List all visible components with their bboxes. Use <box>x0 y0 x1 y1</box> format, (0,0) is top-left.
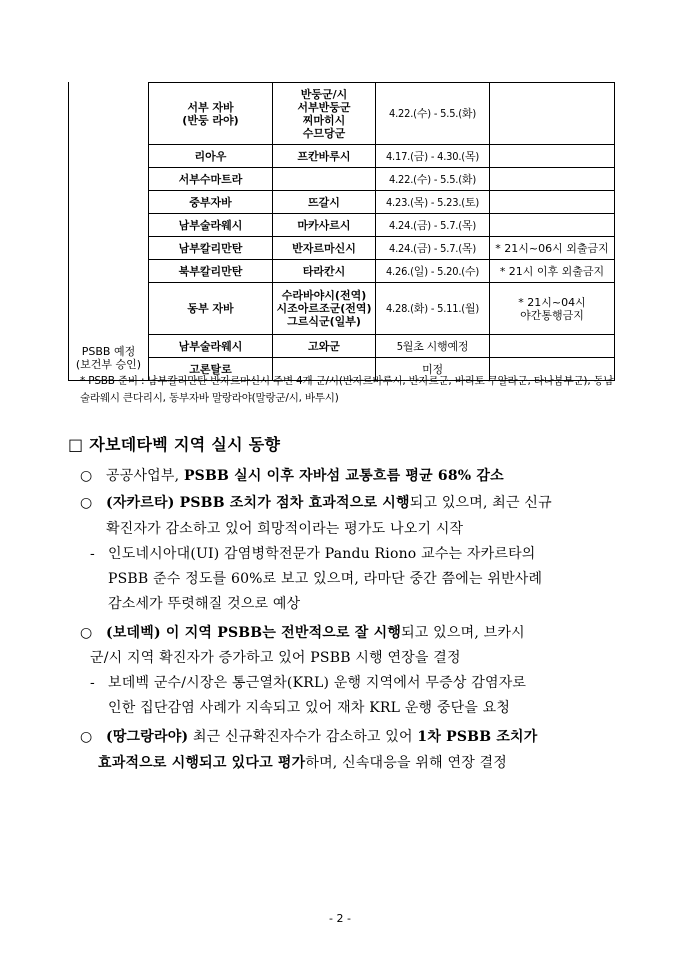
group-cell <box>69 237 149 260</box>
region-cell: 남부칼리만탄 <box>149 237 273 260</box>
paragraph-jakarta: ○ (자카르타) PSBB 조치가 점차 효과적으로 시행되고 있으며, 최근 신규 <box>80 495 552 511</box>
table-row <box>69 191 615 214</box>
period-cell: 4.24.(금) - 5.7.(목) <box>376 237 490 260</box>
region-cell: 리아우 <box>149 145 273 168</box>
footnote: * PSBB 준비 : 남부칼리만탄 반자르마신시 주변 4개 군/시(반자르바루시, 반자르군, 바리토 쿠알라군, 타나붐부군), 동남술라웨시 큰다리시, 동부자바 말랑라야(말랑군/시, 바투시) <box>80 375 614 404</box>
sub-item-ui-expert: - 인도네시아대(UI) 감염병학전문가 Pandu Riono 교수는 자카르타의 <box>90 546 536 562</box>
cities-cell: 반자르마신시 <box>273 237 376 260</box>
cities-cell: 마카사르시 <box>273 214 376 237</box>
region-cell: 고론탈로 <box>149 358 273 381</box>
region-cell: 북부칼리만탄 <box>149 260 273 283</box>
cities-cell: 프칸바루시 <box>273 145 376 168</box>
region-cell: 동부 자바 <box>149 283 273 335</box>
note-cell: * 21시~04시 야간통행금지 <box>490 283 615 335</box>
region-cell: 남부술라웨시 <box>149 335 273 358</box>
region-cell: 서부 자바 (반둥 라야) <box>149 83 273 145</box>
sub-item-ui-expert-line2: PSBB 준수 정도를 60%로 보고 있으며, 라마단 중간 쯤에는 위반사례 <box>108 571 543 587</box>
region-cell: 서부수마트라 <box>149 168 273 191</box>
region-cell: 남부술라웨시 <box>149 214 273 237</box>
paragraph-traffic: ○ 공공사업부, PSBB 실시 이후 자바섬 교통흐름 평균 68% 감소 <box>80 468 504 484</box>
note-cell <box>490 145 615 168</box>
period-cell: 미정 <box>376 358 490 381</box>
page-number: - 2 - <box>329 912 351 925</box>
table-row <box>69 260 615 283</box>
circle-bullet: ○ <box>80 495 93 511</box>
dash-bullet: - <box>90 675 95 691</box>
group-cell <box>69 191 149 214</box>
table-row <box>69 283 615 335</box>
dash-bullet: - <box>90 546 95 562</box>
group-cell <box>69 214 149 237</box>
period-cell: 4.17.(금) - 4.30.(목) <box>376 145 490 168</box>
group-cell <box>69 83 149 145</box>
paragraph-tangerang: ○ (땅그랑라야) 최근 신규확진자수가 감소하고 있어 1차 PSBB 조치가 <box>80 729 538 745</box>
period-cell: 4.22.(수) - 5.5.(화) <box>376 83 490 145</box>
circle-bullet: ○ <box>80 625 93 641</box>
sub-item-ui-expert-line3: 감소세가 뚜렷해질 것으로 예상 <box>108 596 301 612</box>
period-cell: 4.22.(수) - 5.5.(화) <box>376 168 490 191</box>
section-heading: □ 자보데타벡 지역 실시 동향 <box>68 435 281 454</box>
group-cell <box>69 283 149 335</box>
table-row <box>69 335 615 358</box>
group-cell <box>69 168 149 191</box>
period-cell: 4.23.(목) - 5.23.(토) <box>376 191 490 214</box>
cities-cell: 반둥군/시 서부반둥군 찌마히시 수므당군 <box>273 83 376 145</box>
note-cell <box>490 335 615 358</box>
group-cell <box>69 260 149 283</box>
table-row <box>69 145 615 168</box>
sub-item-krl: - 보데벡 군수/시장은 통근열차(KRL) 운행 지역에서 무증상 감염자로 <box>90 675 527 691</box>
group-cell: PSBB 예정 (보건부 승인) <box>69 335 149 381</box>
note-cell <box>490 83 615 145</box>
sub-item-krl-line2: 인한 집단감염 사례가 지속되고 있어 재차 KRL 운행 중단을 요청 <box>108 700 511 716</box>
paragraph-bodebek: ○ (보데벡) 이 지역 PSBB는 전반적으로 잘 시행되고 있으며, 브카시 <box>80 625 525 641</box>
period-cell: 4.24.(금) - 5.7.(목) <box>376 214 490 237</box>
cities-cell: 고와군 <box>273 335 376 358</box>
cities-cell: 뜨갈시 <box>273 191 376 214</box>
paragraph-bodebek-line2: 군/시 지역 확진자가 증가하고 있어 PSBB 시행 연장을 결정 <box>90 650 461 666</box>
paragraph-jakarta-line2: 확진자가 감소하고 있어 희망적이라는 평가도 나오기 시작 <box>106 521 464 537</box>
circle-bullet: ○ <box>80 729 93 745</box>
note-cell: * 21시 이후 외출금지 <box>490 260 615 283</box>
table-row <box>69 83 615 145</box>
cities-cell <box>273 168 376 191</box>
region-cell: 중부자바 <box>149 191 273 214</box>
paragraph-tangerang-line2: 효과적으로 시행되고 있다고 평가하며, 신속대응을 위해 연장 결정 <box>98 755 508 771</box>
cities-cell: 수라바야시(전역) 시조아르조군(전역) 그르식군(일부) <box>273 283 376 335</box>
period-cell: 4.26.(일) - 5.20.(수) <box>376 260 490 283</box>
table-row <box>69 214 615 237</box>
table-row <box>69 237 615 260</box>
circle-bullet: ○ <box>80 468 93 484</box>
period-cell: 4.28.(화) - 5.11.(월) <box>376 283 490 335</box>
note-cell <box>490 191 615 214</box>
psbb-region-table <box>68 82 615 381</box>
cities-cell: 타라칸시 <box>273 260 376 283</box>
note-cell <box>490 168 615 191</box>
note-cell <box>490 214 615 237</box>
note-cell: * 21시~06시 외출금지 <box>490 237 615 260</box>
group-cell <box>69 145 149 168</box>
period-cell: 5월초 시행예정 <box>376 335 490 358</box>
table-row <box>69 168 615 191</box>
